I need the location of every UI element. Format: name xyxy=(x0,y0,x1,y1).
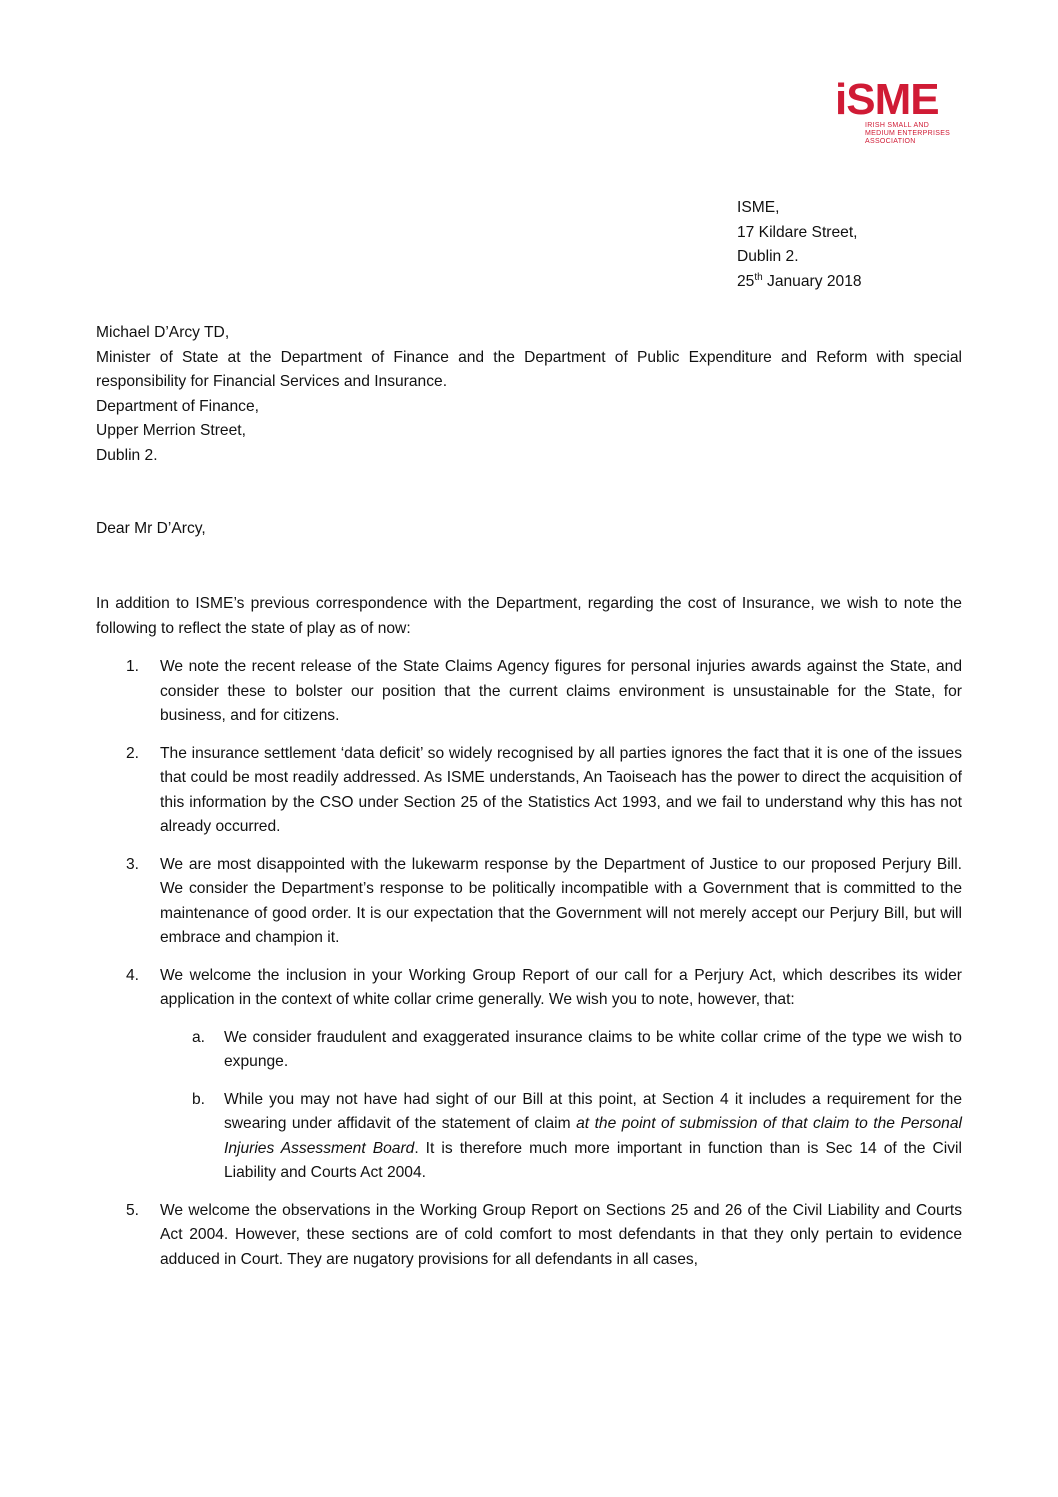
salutation: Dear Mr D’Arcy, xyxy=(96,520,206,537)
list-item-text: We welcome the inclusion in your Working Group Report of our call for a Perjury Act, which describes its wider application in the context of white collar crime generally. We wish you to note, however, that: xyxy=(160,966,962,1008)
list-item xyxy=(96,655,962,729)
sub-list-item-emphasis: at the point of submission of that claim to the Personal Injuries Assessment Board xyxy=(224,1115,962,1157)
sub-list-item-text: We consider fraudulent and exaggerated insurance claims to be white collar crime of the type we wish to expunge. xyxy=(224,1028,962,1070)
sender-line: ISME, xyxy=(737,199,780,216)
sub-list-item-letter: b. xyxy=(192,1090,206,1108)
sub-list-item-letter: a. xyxy=(192,1028,206,1046)
list-item-text: We are most disappointed with the lukewarm response by the Department of Justice to our proposed Perjury Bill. We consider the Department’s response to be politically incompatible with a Government that is committed to the maintenance of good order. It is our expectation that the Government will not merely accept our Perjury Bill, but will embrace and champion it. xyxy=(160,855,962,946)
list-item-number: 1. xyxy=(126,658,140,675)
sub-list-item xyxy=(160,1026,962,1075)
sender-line: 17 Kildare Street, xyxy=(737,223,858,241)
recipient-city: Dublin 2. xyxy=(96,446,158,464)
date-suffix: th xyxy=(754,271,763,283)
list-item xyxy=(96,742,962,840)
list-item-text: We note the recent release of the State Claims Agency figures for personal injuries awards against the State, and consider these to bolster our position that the current claims environment is unsustainable for the State, for business, and for citizens. xyxy=(160,658,962,724)
recipient-street: Upper Merrion Street, xyxy=(96,422,246,439)
sub-list-item-text: While you may not have had sight of our Bill at this point, at Section 4 it includes a requirement for the swearing under affidavit of the statement of claim xyxy=(224,1090,962,1132)
isme-logo xyxy=(835,75,960,145)
list-item xyxy=(96,964,962,1186)
list-item-number: 4. xyxy=(126,966,140,984)
sender-address xyxy=(737,196,862,294)
recipient-address xyxy=(96,321,962,468)
date-day: 25 xyxy=(737,272,755,290)
intro-paragraph: In addition to ISME’s previous correspondence with the Department, regarding the cost of Insurance, we wish to note the following to reflect the state of play as of now: xyxy=(96,595,962,637)
list-item-number: 5. xyxy=(126,1201,140,1219)
list-item-text: The insurance settlement ‘data deficit’ so widely recognised by all parties ignores the fact that it is one of the issues that could be most readily addressed. As ISME understands, An Taoiseach has the power to direct the acquisition of this information by the CSO under Section 25 of the Statistics Act 1993, and we fail to understand why this has not already occurred. xyxy=(160,744,962,835)
list-item-number: 3. xyxy=(126,855,140,873)
logo-subtitle: IRISH SMALL AND MEDIUM ENTERPRISES ASSOCIATION xyxy=(865,122,951,145)
date-month-year: January 2018 xyxy=(762,272,862,290)
recipient-department: Department of Finance, xyxy=(96,397,259,415)
letter-date xyxy=(737,270,862,295)
recipient-title: Minister of State at the Department of Finance and the Department of Public Expenditure and Reform with special responsibility for Financial Services and Insurance. xyxy=(96,348,962,390)
sub-list-item xyxy=(160,1088,962,1186)
logo-wordmark: iSME xyxy=(835,75,939,124)
list-item xyxy=(96,853,962,951)
recipient-name: Michael D’Arcy TD, xyxy=(96,324,230,341)
sender-line: Dublin 2. xyxy=(737,248,799,265)
list-item-text: We welcome the observations in the Working Group Report on Sections 25 and 26 of the Civil Liability and Courts Act 2004. However, these sections are of cold comfort to most defendants in that they only pertain to evidence adduced in Court. They are nugatory provisions for all defendants in all cases, xyxy=(160,1201,962,1268)
sub-list xyxy=(160,1026,962,1186)
numbered-list xyxy=(96,655,962,1285)
list-item-number: 2. xyxy=(126,744,140,762)
sub-list-item-text-end: . It is therefore much more important in function than is Sec 14 of the Civil Liability and Courts Act 2004. xyxy=(224,1139,962,1181)
list-item xyxy=(96,1199,962,1273)
